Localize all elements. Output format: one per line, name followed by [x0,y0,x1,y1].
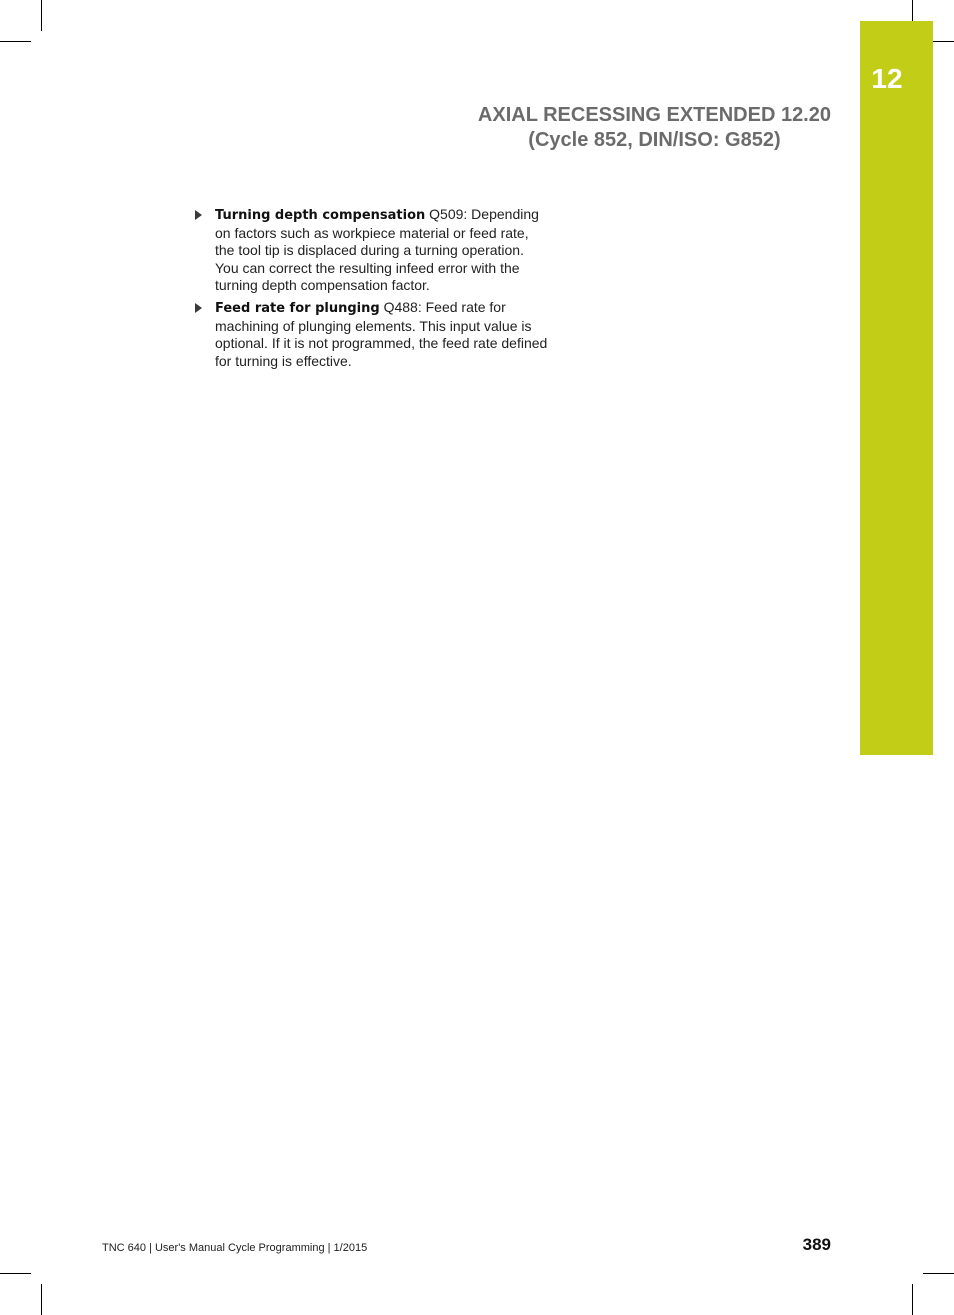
triangle-bullet-icon [195,303,202,313]
list-item [193,299,549,370]
parameter-term: Turning depth compensation [215,208,426,223]
crop-mark [41,0,42,31]
crop-mark [0,1273,31,1274]
page-number: 389 [802,1235,831,1254]
page-title [478,103,831,153]
parameter-list [193,206,549,374]
page-title-line-1: AXIAL RECESSING EXTENDED 12.20 [477,104,831,126]
crop-mark [0,41,31,42]
triangle-bullet-icon [195,210,202,220]
page-title-line-2: (Cycle 852, DIN/ISO: G852) [528,129,781,151]
crop-mark [41,1284,42,1315]
crop-mark [912,1284,913,1315]
parameter-term: Feed rate for plunging [215,300,380,316]
list-item [193,206,549,295]
chapter-number: 12 [871,63,903,94]
chapter-tab [860,21,933,755]
parameter-description: Q488: Feed rate for machining of plunging elements. This input value is optional. If it is not programmed, the feed rate defined for turning is effective. [215,298,548,369]
crop-mark [923,1273,954,1274]
parameter-description: Q509: Depending on factors such as workpiece material or feed rate, the tool tip is displaced during a turning operation. You can correct the resulting infeed error with the turning depth compensation factor. [215,206,539,294]
footer-text: TNC 640 | User's Manual Cycle Programming | 1/2015 [102,1242,368,1254]
